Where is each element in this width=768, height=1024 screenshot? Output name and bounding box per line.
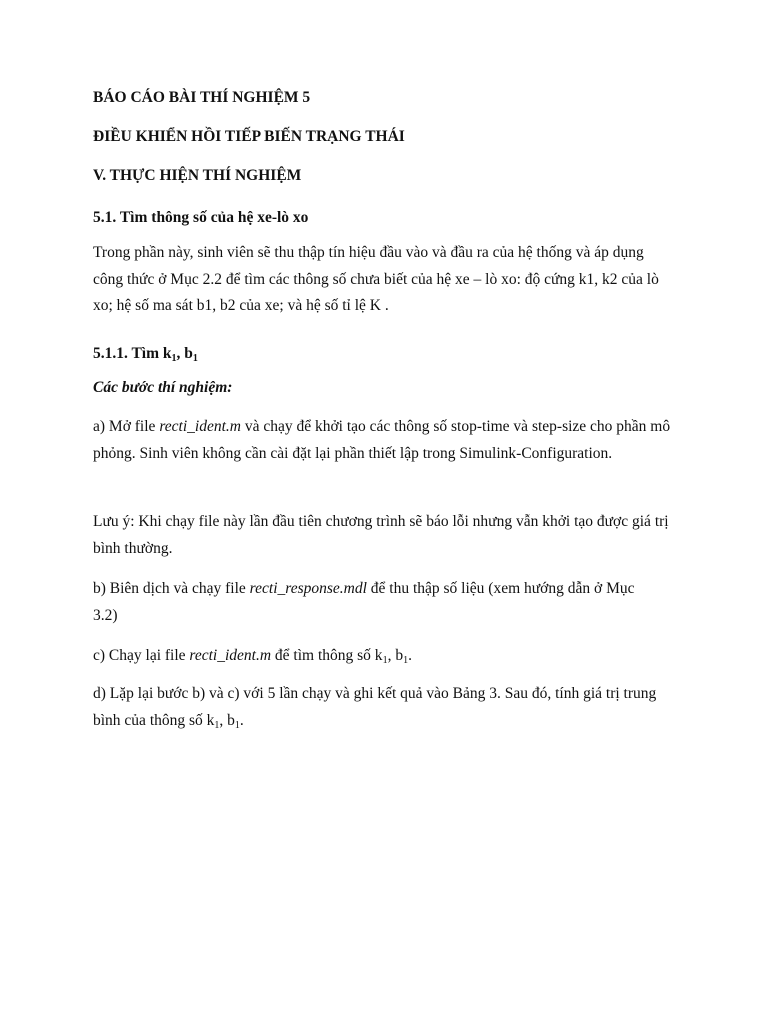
step-d-sub2: 1 [234,719,240,731]
step-c-sub2: 1 [403,655,409,666]
step-c-sub1: 1 [382,655,388,666]
subsub-prefix: 5.1.1. Tìm k [93,345,172,362]
step-a [93,414,673,467]
section-heading: V. THỰC HIỆN THÍ NGHIỆM [93,167,302,184]
note-paragraph: Lưu ý: Khi chạy file này lần đầu tiên chương trình sẽ báo lỗi nhưng vẫn khởi tạo được giá trị bình thường. [93,513,669,557]
step-b-file: recti_response.mdl [249,580,367,597]
step-b [93,576,653,629]
step-d-pre: d) Lặp lại bước b) và c) với 5 lần chạy và ghi kết quả vào Bảng 3. Sau đó, tính giá trị trung bình của thông số k [93,685,657,729]
intro-paragraph: Trong phần này, sinh viên sẽ thu thập tín hiệu đầu vào và đầu ra của hệ thống và áp dụng công thức ở Mục 2.2 để tìm các thông số chưa biết của hệ xe – lò xo: độ cứng k1, k2 của lò xo; hệ số ma sát b1, b2 của xe; và hệ số tỉ lệ K . [93,244,659,314]
report-title: BÁO CÁO BÀI THÍ NGHIỆM 5 [93,89,311,106]
subsection-heading: 5.1. Tìm thông số của hệ xe-lò xo [93,209,309,226]
step-c-file: recti_ident.m [189,647,272,664]
step-a-file: recti_ident.m [159,418,241,435]
step-a-post: và chạy để khởi tạo các thông số stop-time và step-size cho phần mô phỏng. Sinh viên không cần cài đặt lại phần thiết lập trong Simulink-Configuration. [93,418,671,462]
subsub-sub2: 1 [192,353,198,364]
step-d-mid: , b [219,711,235,729]
step-b-pre: b) Biên dịch và chạy file [93,580,250,597]
step-d [93,681,678,734]
steps-heading: Các bước thí nghiệm: [93,379,233,396]
step-c-end: . [408,647,412,664]
step-c-post: để tìm thông số k [271,647,383,664]
step-c-mid: , b [387,647,404,664]
step-d-sub1: 1 [214,719,220,731]
step-a-pre: a) Mở file [93,418,160,435]
step-b-post: để thu thập số liệu (xem hướng dẫn ở Mục 3.2) [93,580,635,624]
subsubsection-heading [93,344,198,364]
step-d-end: . [239,711,244,729]
subsub-mid: , b [176,345,193,362]
step-c [93,643,673,670]
report-subtitle: ĐIỀU KHIỂN HỒI TIẾP BIẾN TRẠNG THÁI [93,128,405,145]
step-c-pre: c) Chạy lại file [93,647,190,664]
subsub-sub1: 1 [171,353,177,364]
